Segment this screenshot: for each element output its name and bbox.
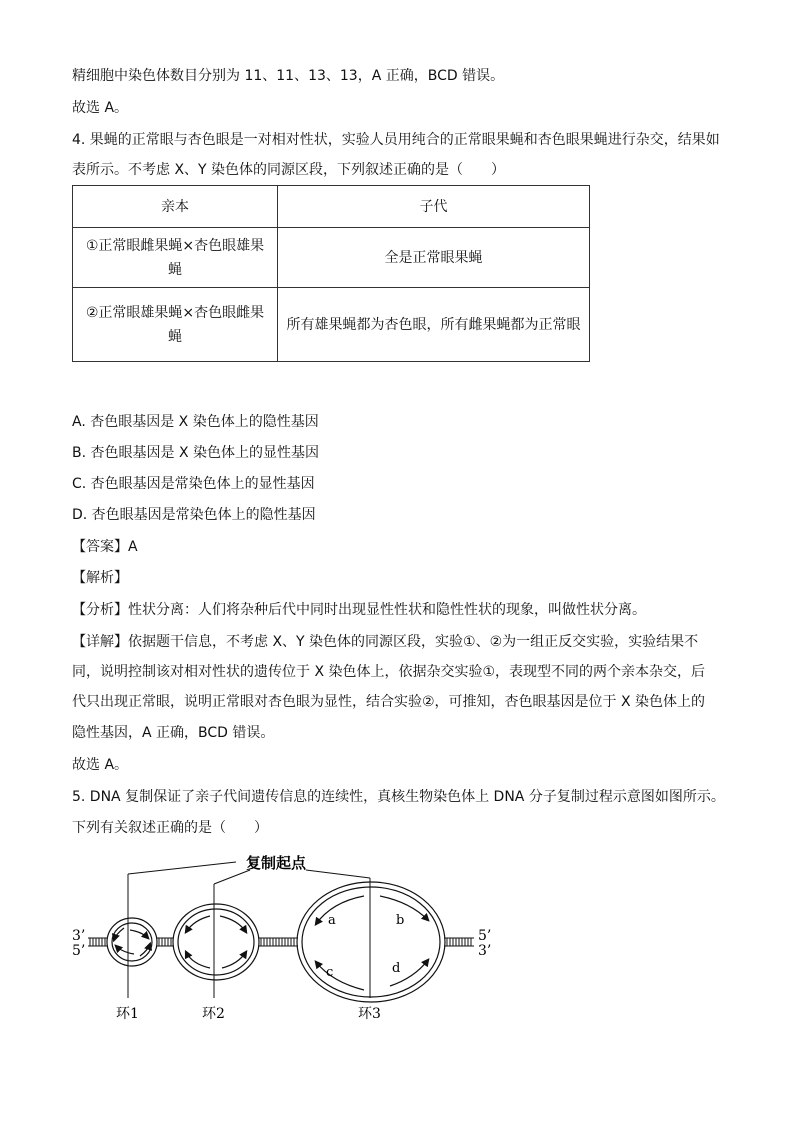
table-header-child: 子代 [278, 186, 590, 228]
question-4-table [72, 185, 590, 362]
bubble-ring-1-inner [112, 923, 152, 961]
arrow-ring1 [116, 946, 134, 954]
arrow-ring1 [130, 930, 148, 938]
question-5-stem: 5. DNA 复制保证了亲子代间遗传信息的连续性，真核生物染色体上 DNA 分子复制过程示意图如图所示。 [72, 789, 725, 805]
bubble-ring-1-outer [107, 918, 157, 966]
xiangjie-line: 隐性基因，A 正确，BCD 错误。 [72, 725, 275, 741]
xiangjie-line: 【详解】依据题干信息，不考虑 X、Y 染色体的同源区段，实验①、②为一组正反交实验，实验结果不 [72, 634, 699, 650]
table-header-parent: 亲本 [73, 186, 278, 228]
bubble-ring-2-outer [173, 904, 259, 980]
table-cell-child: 所有雄果蝇都为杏色眼，所有雌果蝇都为正常眼 [278, 288, 590, 362]
table-cell-parent: ①正常眼雌果蝇×杏色眼雄果 蝇 [73, 228, 278, 288]
label-c: c [326, 965, 334, 980]
answer-value: A [128, 539, 138, 555]
origin-label: 复制起点 [246, 854, 307, 872]
bubble-ring-2-inner [178, 909, 254, 975]
fenxi-line: 【分析】性状分离：人们将杂种后代中同时出现显性性状和隐性性状的现象，叫做性状分离。 [72, 602, 646, 618]
question-4-stem: 表所示。不考虑 X、Y 染色体的同源区段，下列叙述正确的是（ ） [72, 162, 506, 178]
connector [214, 870, 250, 884]
left-top-end: 3’ [72, 928, 86, 944]
ring-2-label: 环2 [202, 1006, 225, 1022]
left-bottom-end: 5’ [72, 943, 86, 959]
xiangjie-line: 同，说明控制该对相对性状的遗传位于 X 染色体上，依据杂交实验①，表现型不同的两个亲本杂交，后 [72, 664, 706, 680]
arrow-a [316, 896, 364, 924]
arrow-c [316, 962, 364, 990]
text-line: 故选 A。 [72, 100, 129, 116]
xiangjie-line: 代只出现正常眼，说明正常眼对杏色眼为显性，结合实验②，可推知，杏色眼基因是位于 X 染色体上的 [72, 694, 706, 710]
label-b: b [396, 913, 405, 928]
table-cell-child: 全是正常眼果蝇 [278, 228, 590, 288]
answer-line [72, 537, 138, 557]
option-a: A. 杏色眼基因是 X 染色体上的隐性基因 [72, 414, 319, 430]
dna-duplex [88, 938, 474, 946]
bubble-ring-3-outer [297, 882, 445, 1002]
analysis-tag: 【解析】 [72, 570, 128, 586]
option-c: C. 杏色眼基因是常染色体上的显性基因 [72, 476, 315, 492]
text-line: 故选 A。 [72, 757, 129, 773]
connector [128, 862, 236, 874]
answer-tag: 【答案】 [72, 539, 128, 555]
arrow-ring1 [140, 944, 150, 956]
ring-1-label: 环1 [116, 1006, 139, 1022]
question-4-stem: 4. 果蝇的正常眼与杏色眼是一对相对性状，实验人员用纯合的正常眼果蝇和杏色眼果蝇进行杂交，结果如 [72, 132, 720, 148]
option-b: B. 杏色眼基因是 X 染色体上的显性基因 [72, 445, 319, 461]
text-line: 精细胞中染色体数目分别为 11、11、13、13，A 正确，BCD 错误。 [72, 68, 505, 84]
ring-3-label: 环3 [358, 1006, 381, 1022]
bubble-ring-3-inner [302, 887, 440, 997]
right-top-end: 5’ [478, 928, 492, 944]
right-bottom-end: 3’ [478, 943, 492, 959]
arrow-ring1 [114, 928, 124, 940]
connector [306, 870, 370, 878]
dna-replication-diagram [70, 848, 510, 1028]
table-cell-parent: ②正常眼雄果蝇×杏色眼雌果 蝇 [73, 288, 278, 362]
option-d: D. 杏色眼基因是常染色体上的隐性基因 [72, 507, 316, 523]
label-d: d [392, 961, 401, 976]
label-a: a [328, 913, 336, 928]
question-5-stem: 下列有关叙述正确的是（ ） [72, 820, 268, 836]
